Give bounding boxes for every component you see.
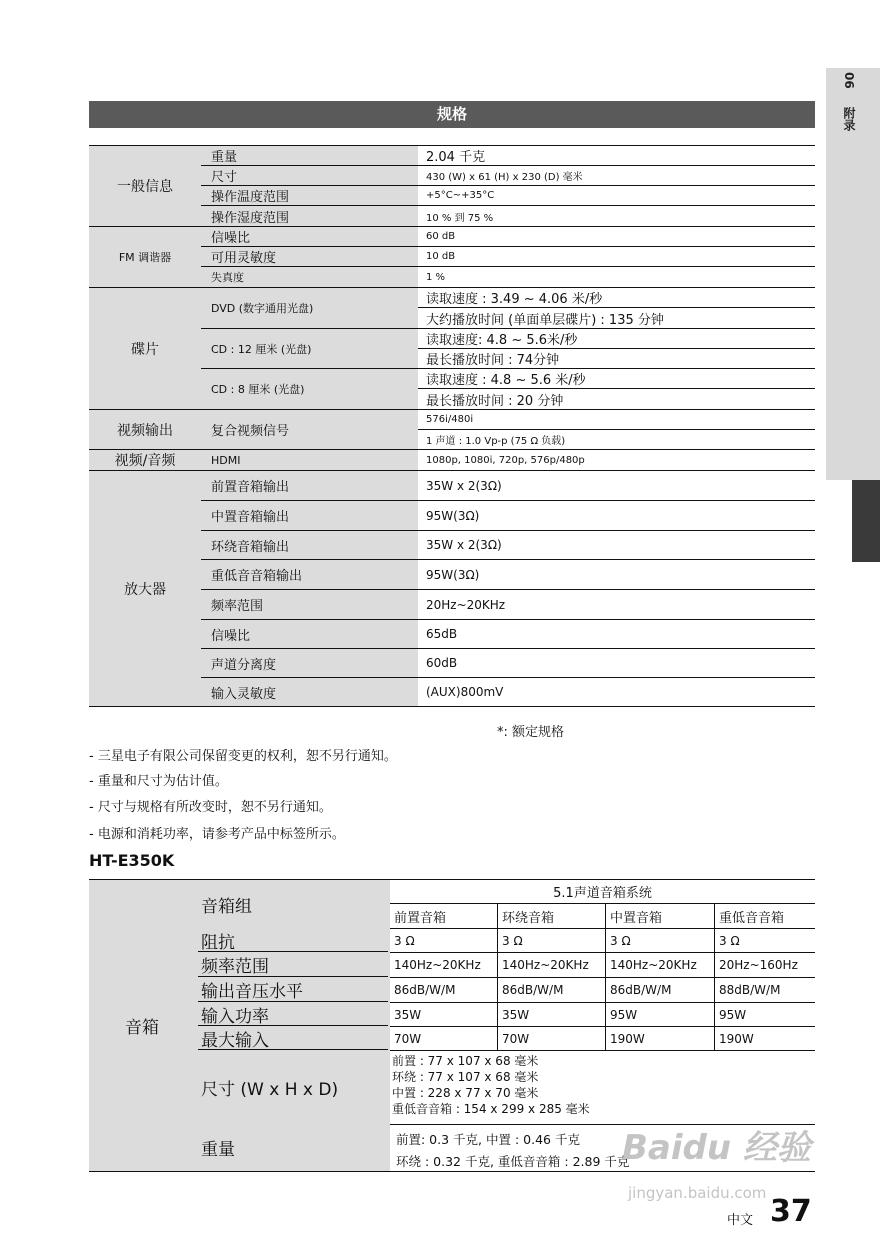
- table-bottom-rule: [89, 706, 815, 707]
- dimension-line: 中置 : 228 x 77 x 70 毫米: [392, 1086, 539, 1100]
- weight-line: 环绕 : 0.32 千克, 重低音音箱 : 2.89 千克: [396, 1154, 630, 1169]
- speaker-label: 频率范围: [195, 952, 390, 977]
- group-general: 一般信息: [89, 145, 201, 226]
- table-cell: 95W: [714, 1002, 815, 1026]
- row-value: 2.04 千克: [418, 145, 815, 165]
- page-number: 37: [770, 1194, 812, 1229]
- table-cell: 3 Ω: [497, 928, 605, 952]
- table-cell: 20Hz~160Hz: [714, 952, 815, 977]
- speaker-label: 最大输入: [195, 1026, 390, 1050]
- table-cell: 86dB/W/M: [605, 977, 714, 1002]
- row-label: 重低音音箱输出: [201, 559, 418, 589]
- group-video-output: 视频输出: [89, 409, 201, 449]
- row-label: HDMI: [201, 449, 418, 470]
- rated-note: *: 额定规格: [497, 725, 565, 740]
- row-value: 10 dB: [418, 246, 815, 266]
- note-item: - 尺寸与规格有所改变时，恕不另行通知。: [89, 800, 332, 815]
- row-value: 35W x 2(3Ω): [418, 530, 815, 559]
- dimension-line: 前置 : 77 x 107 x 68 毫米: [392, 1054, 539, 1068]
- row-label: 重量: [201, 145, 418, 165]
- table-cell: 86dB/W/M: [497, 977, 605, 1002]
- table-cell: 190W: [714, 1026, 815, 1050]
- label-rule: [198, 976, 388, 977]
- group-disc: 碟片: [89, 287, 201, 409]
- side-tab-label: [838, 72, 858, 131]
- section-title: 规格: [89, 101, 815, 128]
- row-label: 尺寸: [201, 165, 418, 185]
- watermark-logo: Baidu 经验: [622, 1128, 811, 1168]
- row-label: CD : 12 厘米 (光盘): [201, 328, 418, 368]
- row-rule: [390, 1050, 815, 1051]
- row-value: 读取速度: 4.8 ~ 5.6米/秒: [418, 328, 815, 348]
- table-cell: 86dB/W/M: [390, 977, 497, 1002]
- row-value: 大约播放时间 (单面单层碟片) : 135 分钟: [418, 307, 815, 328]
- row-value: 读取速度 : 3.49 ~ 4.06 米/秒: [418, 287, 815, 307]
- row-label: 声道分离度: [201, 648, 418, 677]
- row-value: 1 %: [418, 266, 815, 287]
- column-header: 前置音箱: [390, 903, 497, 928]
- row-value: +5°C~+35°C: [418, 185, 815, 205]
- row-label: 可用灵敏度: [201, 246, 418, 266]
- watermark-url: jingyan.baidu.com: [628, 1184, 767, 1202]
- group-fm-tuner: FM 调谐器: [89, 226, 201, 287]
- row-label: 信噪比: [201, 619, 418, 648]
- row-value: 60dB: [418, 648, 815, 677]
- system-header: 5.1声道音箱系统: [553, 886, 652, 901]
- table-cell: 3 Ω: [605, 928, 714, 952]
- row-value: 576i/480i: [418, 409, 815, 429]
- column-header: 重低音音箱: [714, 903, 815, 928]
- row-label: 中置音箱输出: [201, 500, 418, 530]
- group-amplifier: 放大器: [89, 470, 201, 706]
- dimension-list: [392, 1053, 812, 1117]
- row-value: 最长播放时间 : 20 分钟: [418, 388, 815, 409]
- label-rule: [198, 1025, 388, 1026]
- row-label: CD : 8 厘米 (光盘): [201, 368, 418, 409]
- row-value: 60 dB: [418, 226, 815, 246]
- row-label: 失真度: [201, 266, 418, 287]
- row-value: 35W x 2(3Ω): [418, 470, 815, 500]
- row-value: 65dB: [418, 619, 815, 648]
- table-cell: 35W: [497, 1002, 605, 1026]
- row-label: 频率范围: [201, 589, 418, 619]
- table-cell: 3 Ω: [714, 928, 815, 952]
- table-cell: 140Hz~20KHz: [497, 952, 605, 977]
- row-label: DVD (数字通用光盘): [201, 287, 418, 328]
- dimension-line: 环绕 : 77 x 107 x 68 毫米: [392, 1070, 539, 1084]
- row-value: 430 (W) x 61 (H) x 230 (D) 毫米: [418, 165, 815, 185]
- row-value: 最长播放时间 : 74分钟: [418, 348, 815, 368]
- label-rule: [198, 951, 388, 952]
- speaker-label: 阻抗: [195, 928, 390, 952]
- column-header: 环绕音箱: [497, 903, 605, 928]
- table-cell: 95W: [605, 1002, 714, 1026]
- row-value: 1 声道 : 1.0 Vp-p (75 Ω 负载): [418, 429, 815, 449]
- speaker-label: 输入功率: [195, 1002, 390, 1026]
- row-value: 20Hz~20KHz: [418, 589, 815, 619]
- row-label: 复合视频信号: [201, 409, 418, 449]
- row-value: (AUX)800mV: [418, 677, 815, 706]
- row-value: 95W(3Ω): [418, 500, 815, 530]
- chapter-number: 06: [842, 72, 856, 89]
- row-value: 95W(3Ω): [418, 559, 815, 589]
- speaker-label: 重量: [195, 1124, 390, 1171]
- chapter-title: 附录: [842, 107, 856, 132]
- table-cell: 140Hz~20KHz: [390, 952, 497, 977]
- table-cell: 70W: [497, 1026, 605, 1050]
- row-label: 输入灵敏度: [201, 677, 418, 706]
- table-cell: 88dB/W/M: [714, 977, 815, 1002]
- speaker-label: 输出音压水平: [195, 977, 390, 1002]
- note-item: - 三星电子有限公司保留变更的权利，恕不另行通知。: [89, 749, 397, 764]
- group-speaker: 音箱: [89, 879, 195, 1171]
- model-name: HT-E350K: [89, 851, 175, 870]
- row-value: 10 % 到 75 %: [418, 205, 815, 226]
- footer-language: 中文: [727, 1213, 754, 1228]
- note-item: - 重量和尺寸为估计值。: [89, 774, 228, 789]
- row-label: 操作温度范围: [201, 185, 418, 205]
- row-value: 1080p, 1080i, 720p, 576p/480p: [418, 449, 815, 470]
- dimension-line: 重低音音箱 : 154 x 299 x 285 毫米: [392, 1102, 590, 1116]
- table-cell: 35W: [390, 1002, 497, 1026]
- speaker-label: 音箱组: [195, 880, 390, 928]
- row-label: 操作湿度范围: [201, 205, 418, 226]
- weight-line: 前置: 0.3 千克, 中置 : 0.46 千克: [396, 1132, 580, 1147]
- row-label: 环绕音箱输出: [201, 530, 418, 559]
- row-label: 信噪比: [201, 226, 418, 246]
- side-tab-marker: [852, 480, 880, 562]
- row-label: 前置音箱输出: [201, 470, 418, 500]
- label-rule: [198, 1049, 388, 1050]
- table-cell: 140Hz~20KHz: [605, 952, 714, 977]
- note-item: - 电源和消耗功率，请参考产品中标签所示。: [89, 827, 345, 842]
- group-video-audio: 视频/音频: [89, 449, 201, 470]
- column-header: 中置音箱: [605, 903, 714, 928]
- table-cell: 190W: [605, 1026, 714, 1050]
- speaker-label: 尺寸 (W x H x D): [195, 1050, 390, 1124]
- label-rule: [198, 1001, 388, 1002]
- table-cell: 3 Ω: [390, 928, 497, 952]
- row-value: 读取速度 : 4.8 ~ 5.6 米/秒: [418, 368, 815, 388]
- table-cell: 70W: [390, 1026, 497, 1050]
